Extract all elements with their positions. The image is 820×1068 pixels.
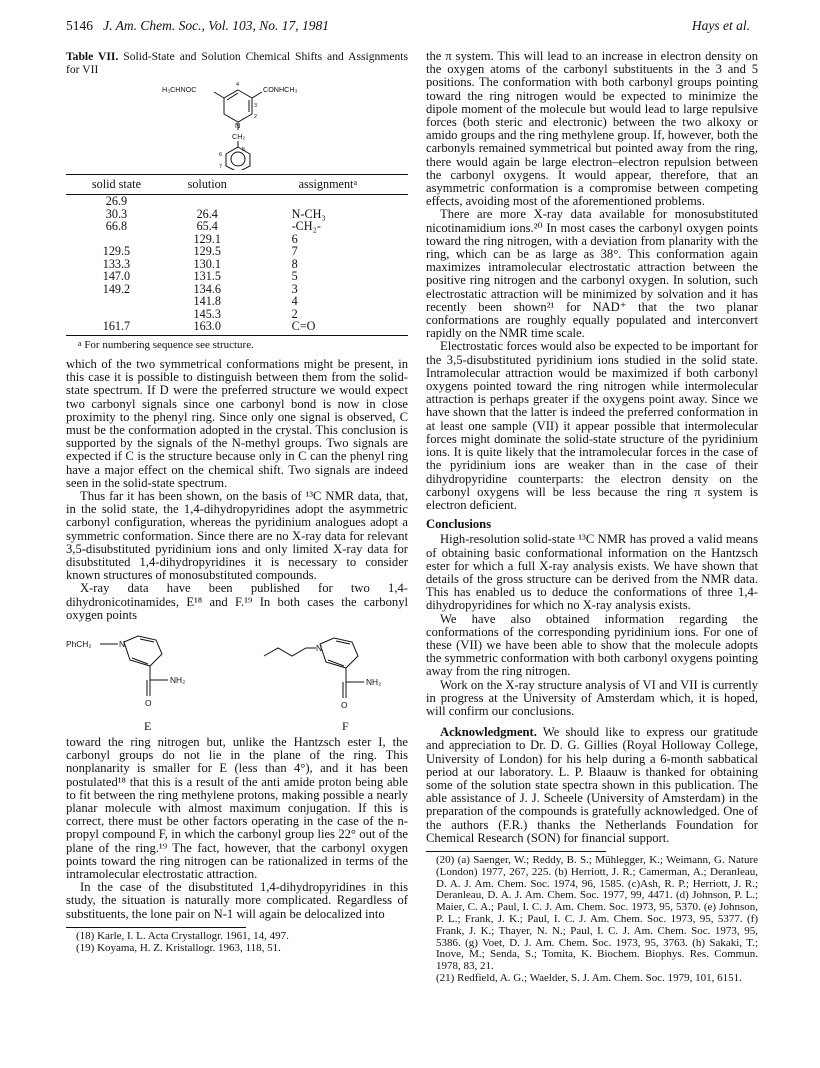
ring-nitrogen: N	[235, 121, 241, 130]
left-paragraph-1: which of the two symmetrical conformations might be present, in this case it is possible to distinguish between them from the solid-state spectrum. If D were the preferred structure we would expect two carbonyl signals since one carbonyl bond is now in close proximity to the phenyl ring. Since only one signal is observed, C must be the conformation adopted in the crystal. This conclusion is supported by the signals of the N-methyl groups. Two signals are expected if C is the structure because only in C can the phenyl ring have a major effect on the chemical shift. Two signals are indeed seen in the solid-state spectrum.	[66, 356, 408, 490]
acknowledgment	[426, 726, 758, 845]
cell-assignment: C=O	[248, 320, 408, 335]
e-ring-n: N	[119, 638, 126, 649]
table-row	[66, 195, 408, 208]
f-oxygen: O	[341, 699, 348, 710]
cell-assignment: 3	[291, 281, 298, 296]
cell-solution: 129.5	[193, 244, 221, 259]
cell-solid-state: 133.3	[102, 256, 131, 271]
reference-18: (18) Karle, I. L. Acta Crystallogr. 1961, 14, 497.	[76, 929, 289, 942]
right-references	[426, 851, 758, 985]
num-7: 7	[219, 164, 223, 170]
cell-solution: 129.1	[193, 231, 221, 246]
col-solid-state: solid state	[66, 175, 167, 195]
cell-solid-state: 30.3	[105, 206, 128, 221]
cell-assignment: N-CH₃	[291, 206, 326, 221]
cell-assignment: 5	[291, 269, 298, 284]
ref-separator-right	[426, 851, 606, 852]
figure-e-f-drawing	[66, 626, 408, 734]
right-substituent: CONHCH₃	[263, 85, 298, 94]
left-paragraph-3: X-ray data have been published for two 1,4-dihydronicotinamides, E¹⁸ and F.¹⁹ In both cases the carbonyl oxygen points	[66, 581, 408, 622]
reference-19: (19) Koyama, H. Z. Kristallogr. 1963, 118, 51.	[76, 941, 281, 954]
table-header-row	[66, 175, 408, 195]
right-paragraph-1: the π system. This will lead to an increase in electron density on the oxygen atoms of the carbonyl substituents in the 3 and 5 positions. The conformation with both carbonyl groups pointing toward the ring nitrogen would be expected to minimize the dipole moment of the molecule but would lead to large repulsive forces (both steric and electronic) between the two alkoxy or amido groups and the ring methylene group. If, however, both the carbonyls remained symmetrical but pointed away from the ring, there would again be large electron–electron repulsion between the carbonyl oxygens. It would appear, therefore, that an asymmetric conformation is a compromise between competing effects, avoiding most of the aforementioned problems.	[426, 49, 758, 209]
cell-solid-state: 129.5	[102, 244, 131, 259]
cell-solution: 145.3	[193, 306, 221, 321]
cell-solution: 131.5	[193, 269, 221, 284]
cell-solid-state: 149.2	[102, 281, 131, 296]
left-column	[66, 50, 408, 954]
figures-e-f	[66, 626, 408, 734]
num-4: 4	[236, 82, 240, 88]
f-nh2: NH₂	[366, 676, 382, 687]
cell-solution: 65.4	[196, 219, 218, 234]
cell-solid-state: 147.0	[102, 269, 131, 284]
cell-solution: 134.6	[193, 281, 221, 296]
num-3: 3	[254, 103, 258, 109]
e-oxygen: O	[145, 697, 152, 708]
ack-heading: Acknowledgment.	[440, 725, 537, 740]
cell-assignment: 2	[291, 306, 298, 321]
right-paragraph-2: There are more X-ray data available for monosubstituted nicotinamidium ions.²⁰ In most cases the carbonyl oxygen points toward the ring nitrogen, with a deviation from planarity with the ring, which can be as large as 38°. This conformation again maximizes intramolecular electrostatic attraction between the positive ring nitrogen and the carbonyl oxygen. In solution, such electrostatic attraction will be minimized by solvation and it has recently been shown²¹ for NAD⁺ that the two planar conformations are roughly equally populated and interconvert rapidly on the NMR time scale.	[426, 207, 758, 341]
cell-assignment: 8	[291, 256, 298, 271]
left-references	[66, 927, 408, 955]
cell-solution: 130.1	[193, 256, 221, 271]
reference-21: (21) Redfield, A. G.; Waelder, S. J. Am. Chem. Soc. 1979, 101, 6151.	[436, 971, 742, 984]
cell-solution: 163.0	[167, 320, 248, 335]
cell-solid-state: 26.9	[105, 194, 128, 209]
shift-table	[66, 174, 408, 336]
conclusions-paragraph-3: Work on the X-ray structure analysis of VI and VII is currently in progress at the University of Amsterdam which, it is hoped, will confirm our conclusions.	[426, 677, 758, 718]
table-row	[66, 270, 408, 283]
col-solution: solution	[167, 175, 248, 195]
ack-text: We should like to express our gratitude and appreciation to Dr. D. G. Gillies (Royal Holloway College, University of London) for his help during a 6-month sabbatical period at our laboratory. L. P. Blaauw is thanked for obtaining some of the solution state spectra shown in this publication. The able assistance of J. J. Scheele (University of Amsterdam) in the preparation of the compounds is gratefully acknowledged. One of the authors (F.R.) thanks the Netherlands Foundation for Chemical Research (SON) for financial support.	[426, 725, 758, 845]
num-5: 5	[242, 147, 246, 153]
page-number: 5146	[66, 18, 93, 33]
structure-vii	[66, 78, 408, 170]
cell-solid-state: 66.8	[105, 219, 128, 234]
e-benzyl-label: PhCH₂	[66, 638, 92, 649]
journal-citation: J. Am. Chem. Soc., Vol. 103, No. 17, 1981	[103, 18, 329, 33]
table-row	[66, 220, 408, 233]
right-column	[426, 50, 758, 985]
table-row	[66, 283, 408, 296]
e-nh2: NH₂	[170, 674, 186, 685]
cell-solution: 141.8	[193, 294, 221, 309]
cell-solid-state: 161.7	[66, 320, 167, 335]
cell-solution: 26.4	[196, 206, 218, 221]
right-paragraph-3: Electrostatic forces would also be expected to be important for the 3,5-disubstituted pyridinium ions studied in the solid state. Intramolecular attraction would be maximized if both carbonyl oxygens pointed toward the ring nitrogen while intermolecular attraction is perhaps greater if the oxygens point away. Since we have shown that the latter is indeed the preferred conformation in at least one sample (VII) it appear possible that intermolecular forces might dominate the solid-state structure of the pyridinium ions. It is quite likely that the intramolecular forces in the case of the pyridinium ions are weaker than in the case of their dihydropyridine counterparts: the electron density on the carbonyl oxygens will be less because the ring π system is electron deficient.	[426, 339, 758, 512]
table-caption-text: Solid-State and Solution Chemical Shifts and Assignments for VII	[66, 50, 408, 76]
running-header	[66, 18, 750, 38]
cell-assignment	[248, 195, 408, 208]
figure-f-label: F	[342, 718, 349, 733]
num-6: 6	[219, 152, 223, 158]
conclusions-paragraph-1: High-resolution solid-state ¹³C NMR has proved a valid means of obtaining basic conformational information on the Hantzsch ester for which a full X-ray analysis exists. We have shown that details of the gross structure can be derived from the NMR data. This has enabled us to deduce the conformations of three 1,4-dihydropyridines for which no X-ray analysis exists.	[426, 532, 758, 613]
col-assignment: assignment$^a$	[248, 175, 408, 195]
table-row	[66, 245, 408, 258]
conclusions-paragraph-2: We have also obtained information regarding the conformations of the corresponding pyridinium ions. For one of these (VII) we have been able to show that the molecule adopts the symmetric conformation with both carbonyl oxygens pointing away from the ring nitrogen.	[426, 611, 758, 679]
left-paragraph-4: toward the ring nitrogen but, unlike the Hantzsch ester I, the carbonyl groups do not lie in the plane of the ring. This nonplanarity is smaller for E (less than 4°), and it has been postulated¹⁸ that this is a result of the anti amide proton being able to fit between the ring methylene protons, making possible a nearly planar molecule with almost maximum conjugation. If this is correct, there must be other factors operating in the case of the n-propyl compound F, in which the carbonyl group lies 22° out of the plane of the ring.¹⁹ The fact, however, that the carbonyl oxygen points toward the ring nitrogen can be rationalized in terms of the intramolecular electrostatic attraction.	[66, 734, 408, 881]
cell-assignment: 4	[291, 294, 298, 309]
table-row	[66, 320, 408, 335]
cell-assignment: 6	[291, 231, 298, 246]
table-row	[66, 295, 408, 308]
structure-vii-drawing	[66, 78, 408, 170]
reference-20: (20) (a) Saenger, W.; Reddy, B. S.; Mühlegger, K.; Weimann, G. Nature (London) 1977, 267, 225. (b) Herriott, J. R.; Camerman, A.; Deranleau, D. A. J. Am. Chem. Soc. 1974, 96, 1585. (c)Ash, R. P.; Herriott, J. R.; Deranleau, D. A. J. Am. Chem. Soc. 1977, 99, 4471. (d) Johnson, P. L.; Maier, C. A.; Paul, I. C. J. Am. Chem. Soc. 1973, 95, 5370. (e) Johnson, P. L.; Frank, J. K.; Paul, I. C. J. Am. Chem. Soc. 1973, 95, 5377. (f) Frank, J. K.; Thayer, N. N.; Paul, I. C. J. Am. Chem. Soc. 1973, 95, 5386. (g) Voet, D. J. Am. Chem. Soc. 1973, 95, 3763. (h) Sakaki, T.; Inove, M.; Senda, S.; Tomita, K. Biochem. Biophys. Res. Commun. 1978, 83, 21.	[436, 853, 758, 973]
figure-e-label: E	[144, 718, 152, 733]
num-2: 2	[254, 114, 258, 120]
cell-assignment: -CH₂-	[291, 219, 321, 234]
table-footnote: $^a$ For numbering sequence see structure.	[78, 338, 254, 351]
running-authors: Hays et al.	[691, 18, 750, 33]
table-label: Table VII.	[66, 50, 119, 63]
conclusions-heading: Conclusions	[426, 517, 492, 532]
table-caption	[66, 50, 408, 76]
f-ring-n: N	[316, 642, 323, 653]
left-paragraph-2: Thus far it has been shown, on the basis of ¹³C NMR data, that, in the solid state, the 1,4-dihydropyridines adopt the asymmetric carbonyl configuration, whereas the pyridinium analogues adopt a symmetric conformation. Since there are no X-ray data for relevant 3,5-disubstituted pyridinium ions and only limited X-ray data for disubstituted 1,4-dihydropyridines it is necessary to consider known structures of monosubstituted compounds.	[66, 488, 408, 583]
cell-assignment: 7	[291, 244, 298, 259]
cell-solution	[167, 195, 248, 208]
left-paragraph-5: In the case of the disubstituted 1,4-dihydropyridines in this study, the situation is naturally more complicated. Regardless of substituents, the lone pair on N-1 will again be delocalized into	[66, 880, 408, 921]
left-substituent: H₃CHNOC	[162, 85, 197, 94]
table-body	[66, 195, 408, 336]
methylene-label: CH₂	[232, 132, 246, 141]
cell-solid-state	[66, 295, 167, 308]
ref-separator	[66, 927, 246, 928]
